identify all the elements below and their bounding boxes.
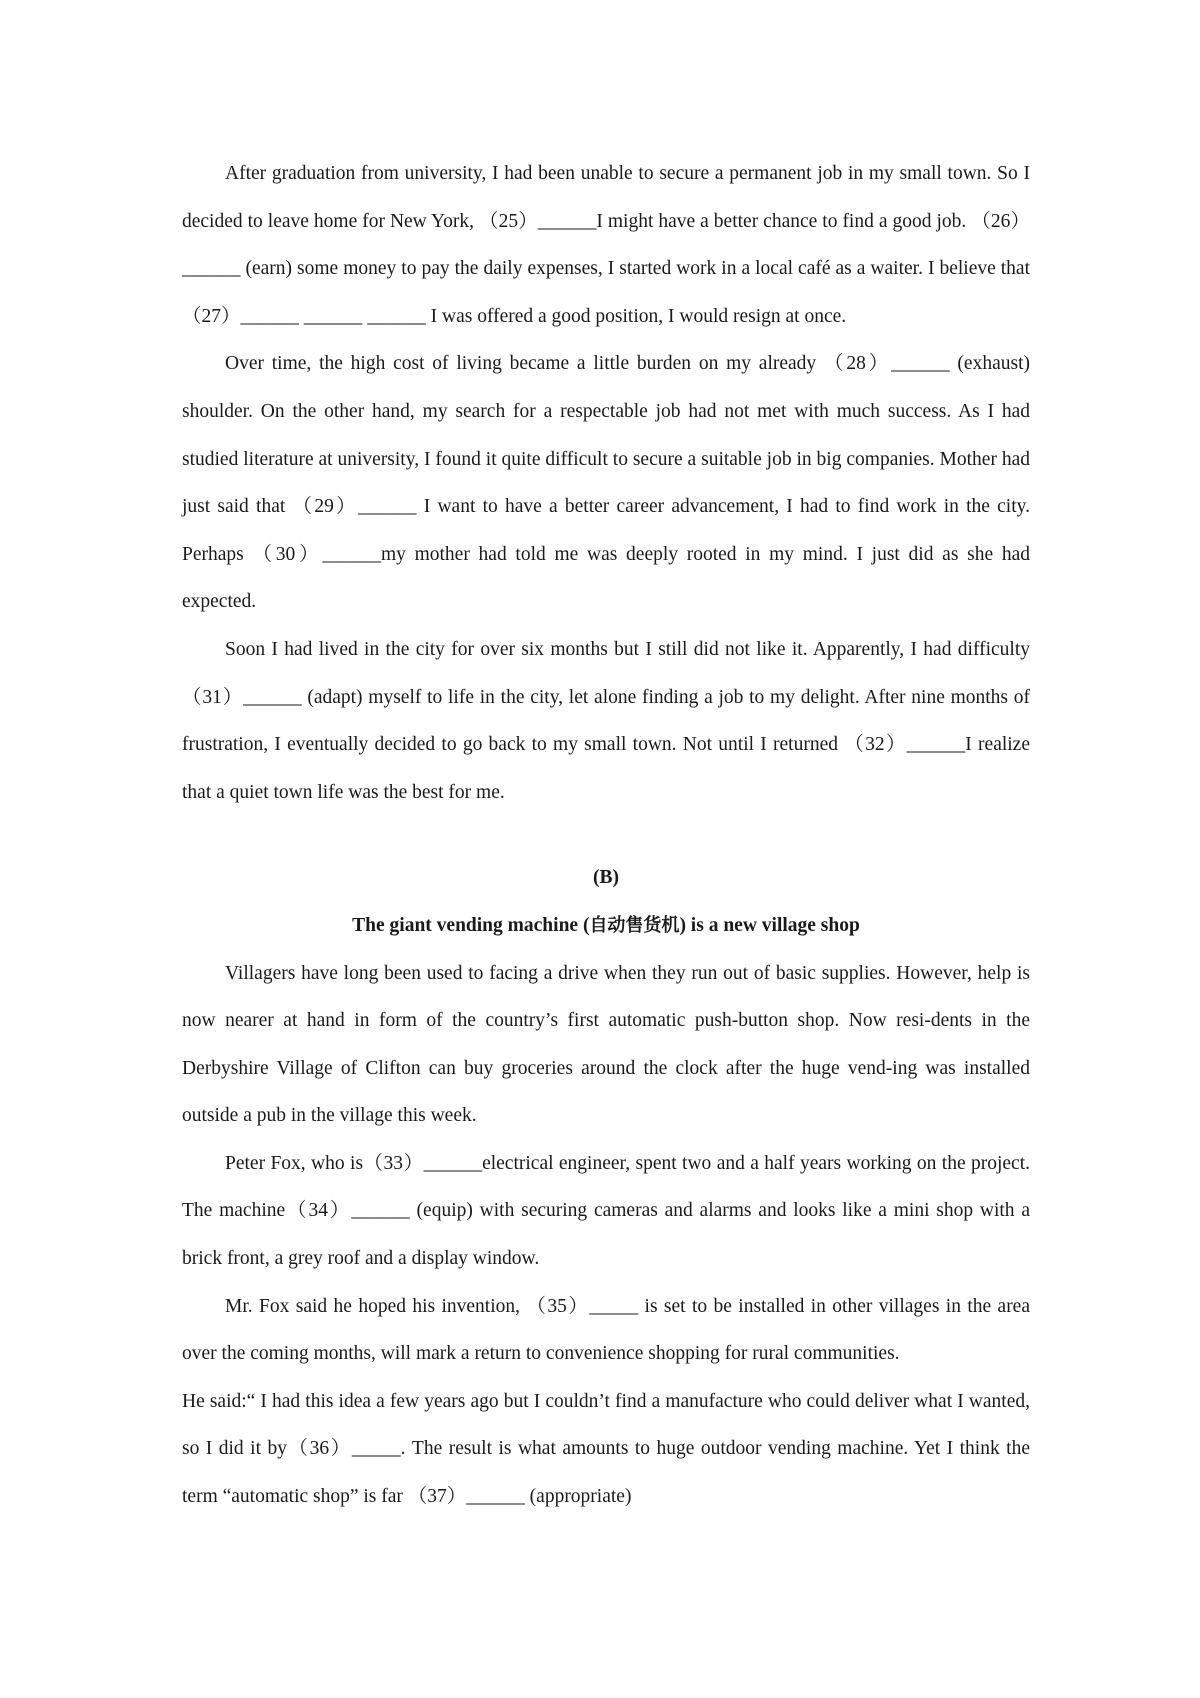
section-label-b: (B)	[593, 867, 619, 889]
passage-title-end: ) is a new village shop	[679, 914, 860, 936]
passage-title	[182, 902, 1030, 950]
passage-title-chinese: 自动售货机	[589, 914, 680, 936]
paragraph-b-2: Peter Fox, who is（33）______electrical engineer, spent two and a half years working on the project. The machine（34）______ (equip) with securing cameras and alarms and looks like a mini shop with a brick front, a grey roof and a display window.	[182, 1152, 1030, 1270]
paragraph-b-4: He said:“ I had this idea a few years ago but I couldn’t find a manufacture who could deliver what I wanted, so I did it by（36）_____. The result is what amounts to huge outdoor vending machine. Yet I think the term “automatic shop” is far （37）______ (appropriate)	[182, 1390, 1030, 1508]
paragraph-a-1: After graduation from university, I had been unable to secure a permanent job in my small town. So I decided to leave home for New York, （25）______I might have a better chance to find a good job. （26）______ (earn) some money to pay the daily expenses, I started work in a local café as a waiter. I believe that（27）______ ______ ______ I was offered a good position, I would resign at once.	[182, 163, 1030, 327]
paragraph-b-3: Mr. Fox said he hoped his invention, （35）_____ is set to be installed in other villages in the area over the coming months, will mark a return to convenience shopping for rural communities.	[182, 1295, 1030, 1365]
page-content	[182, 150, 1030, 1521]
paragraph-a-3: Soon I had lived in the city for over six months but I still did not like it. Apparently, I had difficulty （31）______ (adapt) myself to life in the city, let alone finding a job to my delight. After nine months of frustration, I eventually decided to go back to my small town. Not until I returned （32）______I realize that a quiet town life was the best for me.	[182, 638, 1030, 803]
passage-title-start: The giant vending machine (	[352, 914, 590, 936]
paragraph-b-1: Villagers have long been used to facing a drive when they run out of basic supplies. However, help is now nearer at hand in form of the country’s first automatic push-button shop. Now resi-dents in the Derbyshire Village of Clifton can buy groceries around the clock after the huge vend-ing was installed outside a pub in the village this week.	[182, 962, 1030, 1127]
paragraph-a-2: Over time, the high cost of living became a little burden on my already （28）______ (exhaust) shoulder. On the other hand, my search for a respectable job had not met with much success. As I had studied literature at university, I found it quite difficult to secure a suitable job in big companies. Mother had just said that （29）______ I want to have a better career advancement, I had to find work in the city. Perhaps （30）______my mother had told me was deeply rooted in my mind. I just did as she had expected.	[182, 353, 1030, 613]
section-divider	[182, 816, 1030, 854]
